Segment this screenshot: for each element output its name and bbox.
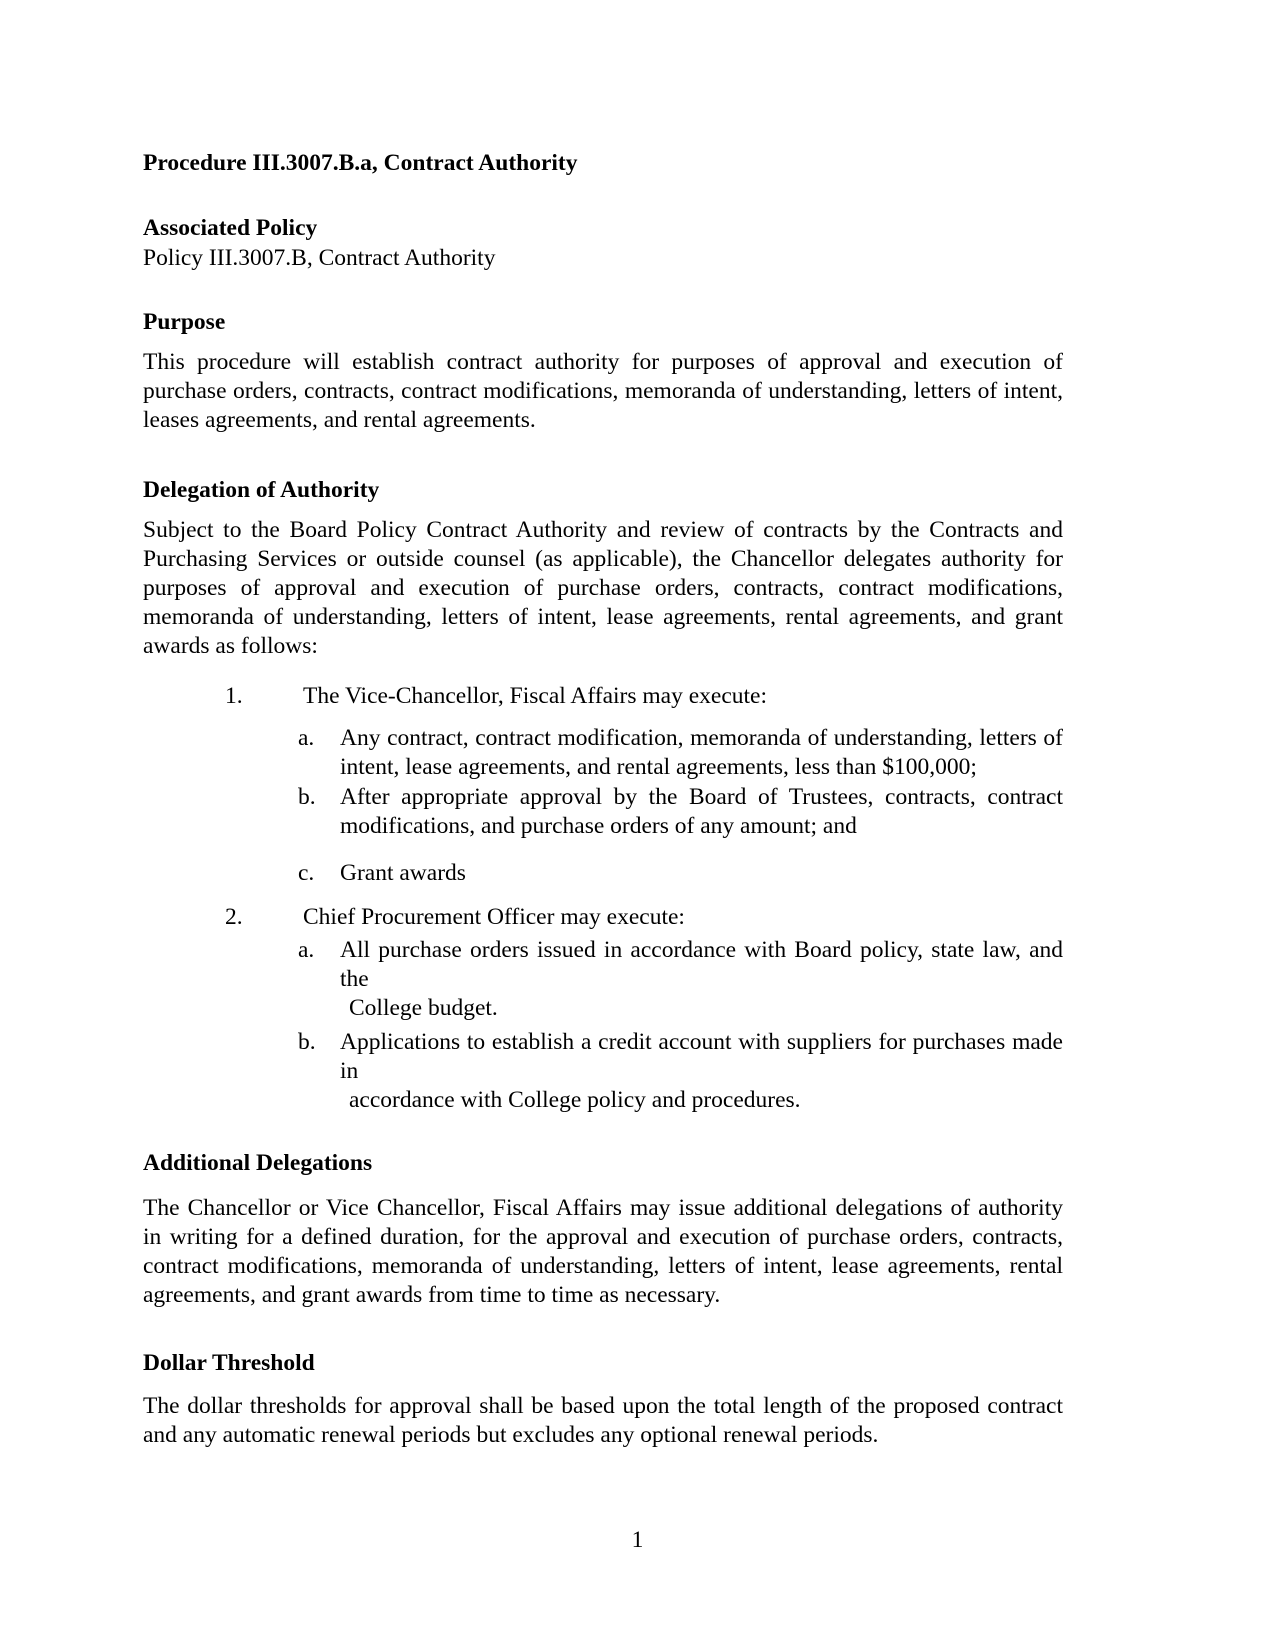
purpose-paragraph (143, 348, 1063, 435)
text-line: The Chancellor or Vice Chancellor, Fiscal Affairs may issue additional delegations of authority (143, 1195, 1063, 1221)
text-line: Applications to establish a credit account with suppliers for purchases made in (340, 1029, 1063, 1084)
list-subitem-2a-letter: a. (298, 937, 315, 963)
page-footer (0, 1526, 1275, 1555)
page-number: 1 (631, 1527, 644, 1553)
text-line: Subject to the Board Policy Contract Authority and review of contracts by the Contracts and (143, 517, 1063, 543)
document-content (143, 149, 1063, 1450)
text-line: purchase orders, contracts, contract modifications, memoranda of understanding, letters of intent, (143, 378, 1063, 404)
list-subitem-2a (298, 936, 1063, 1023)
list-subitem-1c (298, 859, 1063, 888)
document-title: Procedure III.3007.B.a, Contract Authority (143, 150, 578, 176)
delegation-list (143, 682, 1063, 1115)
text-line: Grant awards (340, 860, 466, 886)
delegation-paragraph (143, 516, 1063, 661)
text-line: Any contract, contract modification, memoranda of understanding, letters of (340, 725, 1063, 751)
text-line: intent, lease agreements, and rental agreements, less than $100,000; (340, 754, 977, 780)
text-line: agreements, and grant awards from time to time as necessary. (143, 1282, 721, 1308)
list-item-1-text: The Vice-Chancellor, Fiscal Affairs may execute: (303, 683, 767, 709)
list-subitem-1c-text (340, 859, 1063, 888)
associated-policy-body: Policy III.3007.B, Contract Authority (143, 245, 496, 271)
dollar-threshold-paragraph (143, 1392, 1063, 1450)
text-line: modifications, and purchase orders of any amount; and (340, 813, 857, 839)
delegation-heading: Delegation of Authority (143, 477, 380, 503)
text-line: awards as follows: (143, 633, 318, 659)
list-subitem-1a-letter: a. (298, 725, 315, 751)
list-subitem-1b-text (340, 783, 1063, 841)
text-line: College budget. (349, 995, 498, 1021)
list-subitem-2b-letter: b. (298, 1029, 316, 1055)
section-delegation-of-authority (143, 476, 1063, 1115)
text-line: in writing for a defined duration, for the approval and execution of purchase orders, contracts, (143, 1224, 1063, 1250)
text-line: After appropriate approval by the Board of Trustees, contracts, contract (340, 784, 1063, 810)
list-subitem-1b-letter: b. (298, 784, 316, 810)
purpose-heading: Purpose (143, 309, 226, 335)
text-line: and any automatic renewal periods but excludes any optional renewal periods. (143, 1422, 879, 1448)
list-item-1-number: 1. (225, 683, 243, 709)
text-line: Purchasing Services or outside counsel (as applicable), the Chancellor delegates authority for (143, 546, 1063, 572)
additional-delegations-paragraph (143, 1194, 1063, 1310)
list-item-2-number: 2. (225, 904, 243, 930)
list-subitem-1a (298, 724, 1063, 782)
section-additional-delegations (143, 1149, 1063, 1310)
associated-policy-heading: Associated Policy (143, 215, 318, 241)
text-line: All purchase orders issued in accordance with Board policy, state law, and the (340, 937, 1063, 992)
list-subitem-2b-text (340, 1028, 1063, 1115)
list-item-2-text: Chief Procurement Officer may execute: (303, 904, 685, 930)
text-line: contract modifications, memoranda of understanding, letters of intent, lease agreements, rental (143, 1253, 1063, 1279)
text-line: accordance with College policy and procedures. (349, 1087, 801, 1113)
list-subitem-2b (298, 1028, 1063, 1115)
text-line: leases agreements, and rental agreements. (143, 407, 536, 433)
text-line: purposes of approval and execution of purchase orders, contracts, contract modifications, (143, 575, 1063, 601)
additional-delegations-heading: Additional Delegations (143, 1150, 373, 1176)
section-associated-policy (143, 214, 1063, 273)
section-dollar-threshold (143, 1349, 1063, 1450)
list-item-2 (225, 903, 1063, 932)
list-subitem-1b (298, 783, 1063, 841)
list-subitem-2a-text (340, 936, 1063, 1023)
list-subitem-1c-letter: c. (298, 860, 315, 886)
list-subitem-1a-text (340, 724, 1063, 782)
section-purpose (143, 308, 1063, 435)
text-line: This procedure will establish contract authority for purposes of approval and execution of (143, 349, 1063, 375)
text-line: memoranda of understanding, letters of intent, lease agreements, rental agreements, and grant (143, 604, 1063, 630)
text-line: The dollar thresholds for approval shall be based upon the total length of the proposed contract (143, 1393, 1063, 1419)
list-item-1 (225, 682, 1063, 711)
dollar-threshold-heading: Dollar Threshold (143, 1350, 315, 1376)
